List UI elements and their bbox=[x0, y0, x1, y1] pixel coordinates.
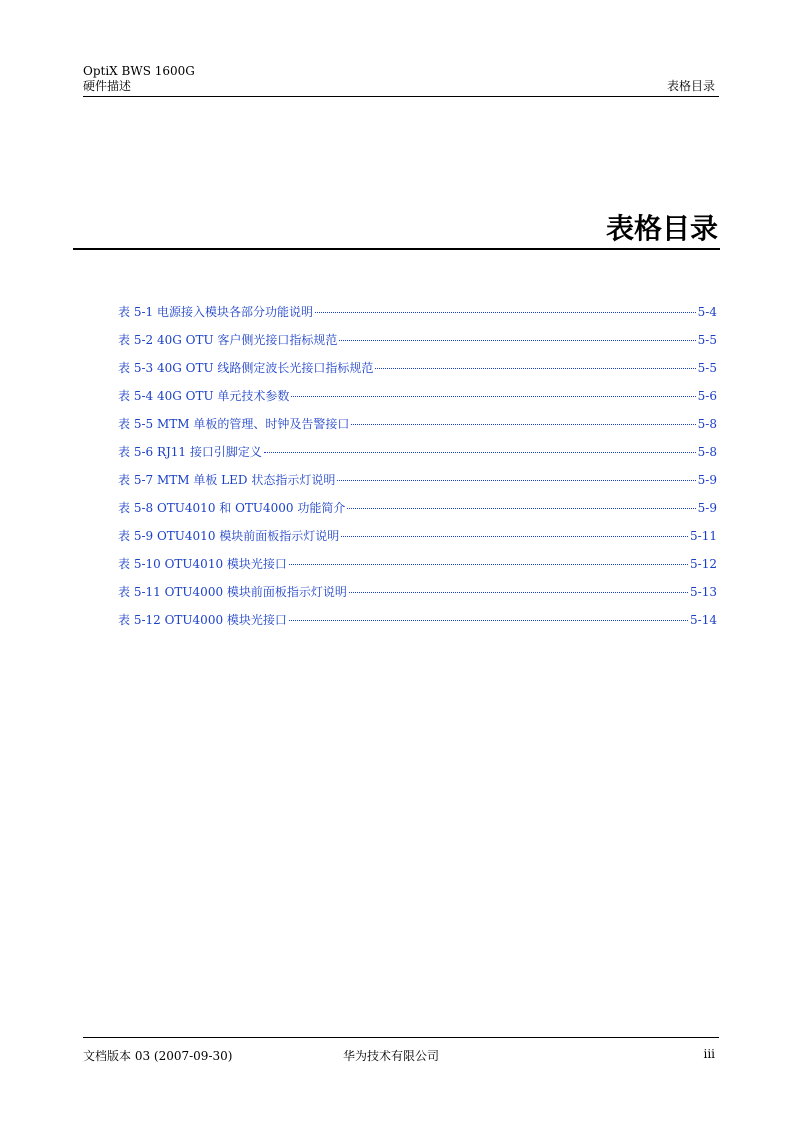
toc-leader-dots bbox=[375, 368, 695, 369]
toc-entry-page: 5-5 bbox=[697, 361, 717, 375]
toc-leader-dots bbox=[347, 508, 695, 509]
toc-leader-dots bbox=[264, 452, 696, 453]
toc-entry[interactable] bbox=[118, 471, 717, 499]
toc-entry-label: 表 5-2 40G OTU 客户侧光接口指标规范 bbox=[118, 333, 338, 347]
toc-entry[interactable] bbox=[118, 303, 717, 331]
toc-entry-page: 5-13 bbox=[690, 585, 717, 599]
table-of-contents bbox=[118, 303, 717, 639]
toc-leader-dots bbox=[289, 620, 688, 621]
header-product-name: OptiX BWS 1600G bbox=[83, 64, 195, 78]
toc-entry-label: 表 5-6 RJ11 接口引脚定义 bbox=[118, 445, 262, 459]
toc-entry-label: 表 5-12 OTU4000 模块光接口 bbox=[118, 613, 287, 627]
toc-leader-dots bbox=[341, 536, 688, 537]
toc-leader-dots bbox=[351, 424, 695, 425]
toc-entry[interactable] bbox=[118, 387, 717, 415]
toc-entry-page: 5-11 bbox=[690, 529, 717, 543]
toc-entry[interactable] bbox=[118, 527, 717, 555]
page-title: 表格目录 bbox=[605, 212, 718, 245]
toc-entry[interactable] bbox=[118, 583, 717, 611]
toc-entry-label: 表 5-7 MTM 单板 LED 状态指示灯说明 bbox=[118, 473, 336, 487]
toc-entry[interactable] bbox=[118, 415, 717, 443]
toc-entry-label: 表 5-8 OTU4010 和 OTU4000 功能简介 bbox=[118, 501, 346, 515]
footer-page-number: iii bbox=[703, 1047, 715, 1061]
toc-entry[interactable] bbox=[118, 331, 717, 359]
header-section-name: 硬件描述 bbox=[83, 79, 132, 93]
toc-entry-label: 表 5-5 MTM 单板的管理、时钟及告警接口 bbox=[118, 417, 350, 431]
toc-entry-page: 5-4 bbox=[697, 305, 717, 319]
toc-entry-page: 5-6 bbox=[697, 389, 717, 403]
toc-entry[interactable] bbox=[118, 443, 717, 471]
toc-leader-dots bbox=[291, 396, 695, 397]
page-header bbox=[83, 64, 719, 97]
page-footer bbox=[83, 1037, 719, 1063]
footer-doc-version: 文档版本 03 (2007-09-30) bbox=[83, 1049, 233, 1063]
toc-entry[interactable] bbox=[118, 359, 717, 387]
toc-leader-dots bbox=[337, 480, 695, 481]
toc-entry-page: 5-14 bbox=[690, 613, 717, 627]
footer-company: 华为技术有限公司 bbox=[343, 1049, 440, 1063]
toc-entry-label: 表 5-10 OTU4010 模块光接口 bbox=[118, 557, 287, 571]
toc-entry[interactable] bbox=[118, 555, 717, 583]
header-right-title: 表格目录 bbox=[666, 79, 715, 93]
toc-leader-dots bbox=[349, 592, 688, 593]
toc-leader-dots bbox=[339, 340, 695, 341]
toc-leader-dots bbox=[315, 312, 696, 313]
toc-entry-page: 5-8 bbox=[697, 445, 717, 459]
toc-entry-page: 5-5 bbox=[697, 333, 717, 347]
toc-entry-page: 5-12 bbox=[690, 557, 717, 571]
toc-entry-page: 5-9 bbox=[697, 473, 717, 487]
toc-entry-label: 表 5-9 OTU4010 模块前面板指示灯说明 bbox=[118, 529, 340, 543]
toc-entry[interactable] bbox=[118, 611, 717, 639]
toc-entry-label: 表 5-4 40G OTU 单元技术参数 bbox=[118, 389, 290, 403]
toc-entry[interactable] bbox=[118, 499, 717, 527]
toc-entry-label: 表 5-11 OTU4000 模块前面板指示灯说明 bbox=[118, 585, 347, 599]
toc-entry-page: 5-9 bbox=[697, 501, 717, 515]
toc-entry-label: 表 5-1 电源接入模块各部分功能说明 bbox=[118, 305, 313, 319]
toc-leader-dots bbox=[289, 564, 688, 565]
toc-entry-label: 表 5-3 40G OTU 线路侧定波长光接口指标规范 bbox=[118, 361, 374, 375]
toc-entry-page: 5-8 bbox=[697, 417, 717, 431]
title-divider bbox=[73, 248, 720, 250]
